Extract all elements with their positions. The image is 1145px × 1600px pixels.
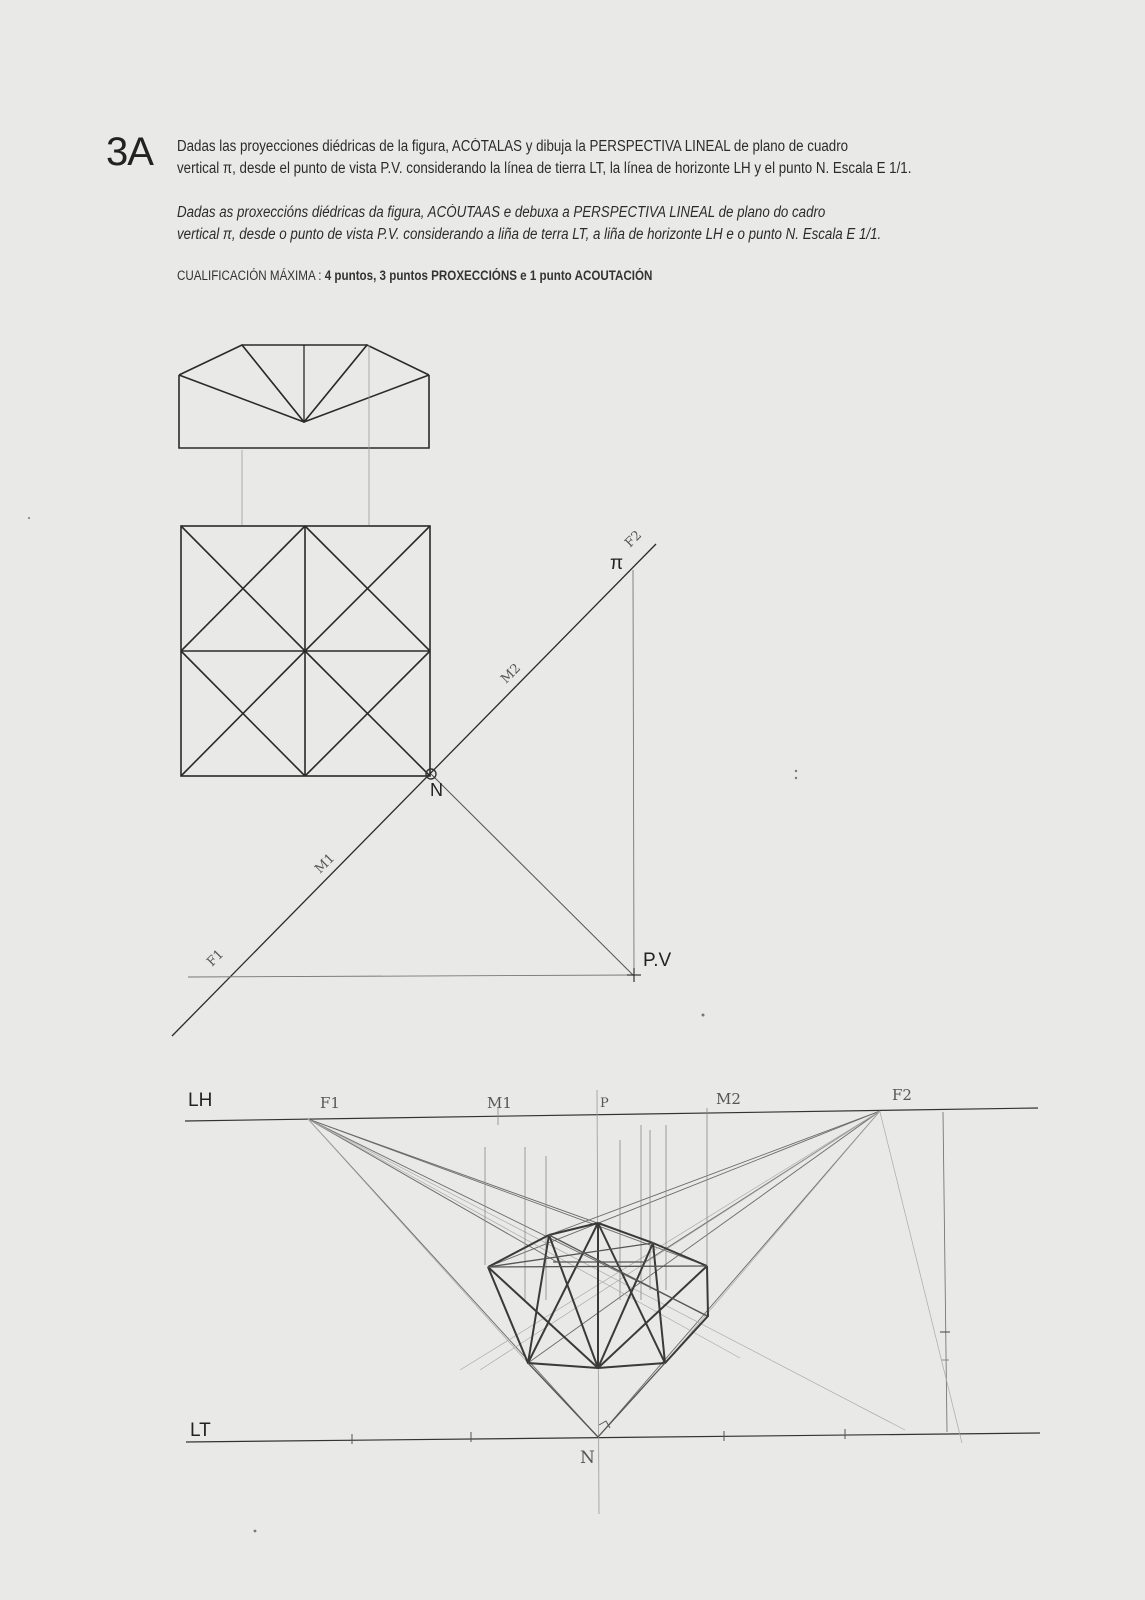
- label-plan-N: N: [430, 780, 443, 800]
- exercise-number: 3A: [106, 130, 153, 174]
- sight-line-to-N: [431, 774, 634, 976]
- ground-line: [186, 1433, 1040, 1442]
- label-plan-F1: F1: [204, 946, 228, 970]
- label-LH: LH: [188, 1090, 213, 1111]
- statement-galician-line-2: vertical π, desde o punto de vista P.V. considerando a liña de terra LT, a liña de horizonte LH e o punto N. Escala E 1/1.: [177, 226, 882, 243]
- label-plan-M2: M2: [498, 660, 525, 687]
- label-persp-F1: F1: [320, 1094, 340, 1112]
- label-persp-M1: M1: [487, 1094, 512, 1112]
- height-line: [943, 1112, 947, 1432]
- perspective-object: [488, 1223, 708, 1368]
- reference-lines: [242, 345, 369, 525]
- horizon-line: [185, 1108, 1038, 1121]
- vanishing-rays: [308, 1111, 880, 1437]
- label-persp-N: N: [580, 1448, 595, 1468]
- principal-ray: [633, 570, 634, 976]
- label-LT: LT: [190, 1420, 211, 1441]
- label-persp-M2: M2: [716, 1090, 741, 1108]
- perspective-view: [185, 1090, 1040, 1514]
- label-persp-F2: F2: [892, 1086, 912, 1104]
- label-PV: P.V: [643, 950, 672, 971]
- scoring-detail: 4 puntos, 3 puntos PROXECCIÓNS e 1 punto ACOUTACIÓN: [324, 268, 653, 283]
- statement-spanish-line-1: Dadas las proyecciones diédricas de la figura, ACÓTALAS y dibuja la PERSPECTIVA LINEAL de plano de cuadro: [177, 138, 849, 155]
- label-pi: π: [610, 553, 624, 574]
- statement-spanish-line-2: vertical π, desde el punto de vista P.V. considerando la línea de tierra LT, la línea de horizonte LH y el punto N. Escala E 1/1.: [177, 160, 912, 177]
- statement-galician-line-1: Dadas as proxeccións diédricas da figura, ACÓUTAAS e debuxa a PERSPECTIVA LINEAL de plano do cadro: [177, 204, 826, 221]
- picture-plane-trace: [172, 544, 656, 1036]
- label-persp-P: P: [600, 1096, 609, 1111]
- elevation-view: [179, 345, 429, 448]
- parallel-to-F1: [188, 975, 636, 977]
- label-plan-M1: M1: [312, 850, 339, 877]
- plan-view: [181, 526, 430, 776]
- label-plan-F2: F2: [622, 527, 646, 551]
- scoring-prefix: CUALIFICACIÓN MÁXIMA :: [177, 268, 325, 283]
- plan-construction: [172, 544, 656, 1036]
